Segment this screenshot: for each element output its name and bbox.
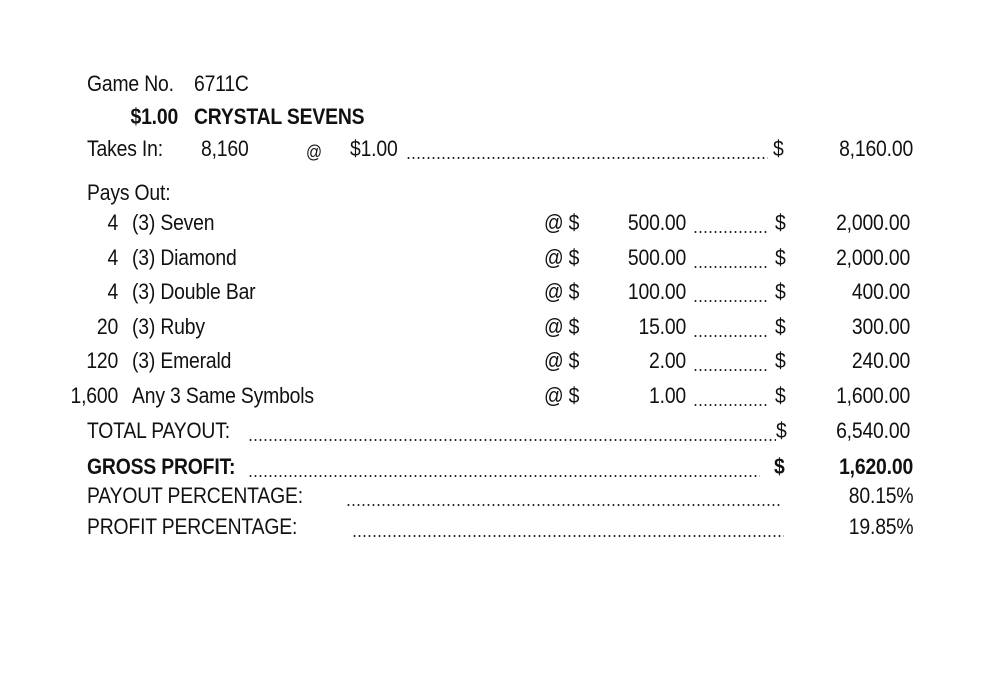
payout-prize: (3) Double Bar (132, 279, 256, 304)
takes-in-amount: 8,160.00 (839, 136, 913, 161)
gross-profit-currency: $ (774, 454, 785, 479)
game-no-value: 6711C (194, 71, 249, 96)
payout-percentage-leader (346, 504, 780, 506)
payout-value: 15.00 (638, 314, 686, 339)
payout-count: 120 (86, 348, 118, 373)
payout-at: @ $ (544, 348, 580, 373)
gross-profit-amount: 1,620.00 (839, 454, 913, 479)
total-payout-leader (248, 439, 776, 441)
total-payout-amount: 6,540.00 (836, 418, 910, 443)
payout-amount: 1,600.00 (836, 383, 910, 408)
payout-leader (693, 335, 769, 337)
payout-leader (693, 300, 769, 302)
payout-at: @ $ (544, 279, 580, 304)
payout-at: @ $ (544, 314, 580, 339)
payout-leader (693, 404, 769, 406)
payout-value: 100.00 (627, 279, 686, 304)
takes-in-price: $1.00 (350, 136, 398, 161)
payout-value: 500.00 (627, 245, 686, 270)
game-price: $1.00 (130, 104, 178, 129)
total-payout-currency: $ (776, 418, 787, 443)
payout-amount: 2,000.00 (836, 210, 910, 235)
takes-in-label: Takes In: (87, 136, 163, 161)
pays-out-label: Pays Out: (87, 180, 171, 205)
payout-value: 500.00 (627, 210, 686, 235)
gross-profit-label: GROSS PROFIT: (87, 454, 236, 479)
payout-prize: (3) Ruby (132, 314, 205, 339)
payout-currency: $ (775, 314, 786, 339)
payout-count: 20 (96, 314, 118, 339)
profit-percentage-label: PROFIT PERCENTAGE: (87, 514, 298, 539)
payout-amount: 300.00 (851, 314, 910, 339)
payout-percentage-value: 80.15% (848, 483, 913, 508)
payout-percentage-label: PAYOUT PERCENTAGE: (87, 483, 303, 508)
payout-count: 1,600 (70, 383, 118, 408)
payout-at: @ $ (544, 245, 580, 270)
payout-prize: (3) Diamond (132, 245, 237, 270)
gross-profit-leader (248, 475, 760, 477)
payout-prize: (3) Seven (132, 210, 215, 235)
payout-count: 4 (107, 279, 118, 304)
payout-leader (693, 231, 769, 233)
payout-amount: 2,000.00 (836, 245, 910, 270)
takes-in-at: @ (306, 142, 322, 162)
payout-at: @ $ (544, 210, 580, 235)
payout-currency: $ (775, 279, 786, 304)
payout-value: 2.00 (649, 348, 686, 373)
payout-currency: $ (775, 245, 786, 270)
total-payout-label: TOTAL PAYOUT: (87, 418, 230, 443)
payout-count: 4 (107, 210, 118, 235)
game-name: CRYSTAL SEVENS (194, 104, 365, 129)
payout-amount: 400.00 (851, 279, 910, 304)
payout-currency: $ (775, 383, 786, 408)
payout-value: 1.00 (649, 383, 686, 408)
payout-at: @ $ (544, 383, 580, 408)
payout-currency: $ (775, 348, 786, 373)
payout-prize: (3) Emerald (132, 348, 232, 373)
payout-leader (693, 369, 769, 371)
takes-in-count: 8,160 (201, 136, 249, 161)
profit-percentage-value: 19.85% (848, 514, 913, 539)
takes-in-leader (406, 157, 768, 159)
profit-percentage-leader (352, 535, 784, 537)
game-no-label: Game No. (87, 71, 174, 96)
payout-count: 4 (107, 245, 118, 270)
payout-leader (693, 266, 769, 268)
payout-currency: $ (775, 210, 786, 235)
payout-amount: 240.00 (851, 348, 910, 373)
payout-prize: Any 3 Same Symbols (132, 383, 314, 408)
takes-in-currency: $ (773, 136, 784, 161)
